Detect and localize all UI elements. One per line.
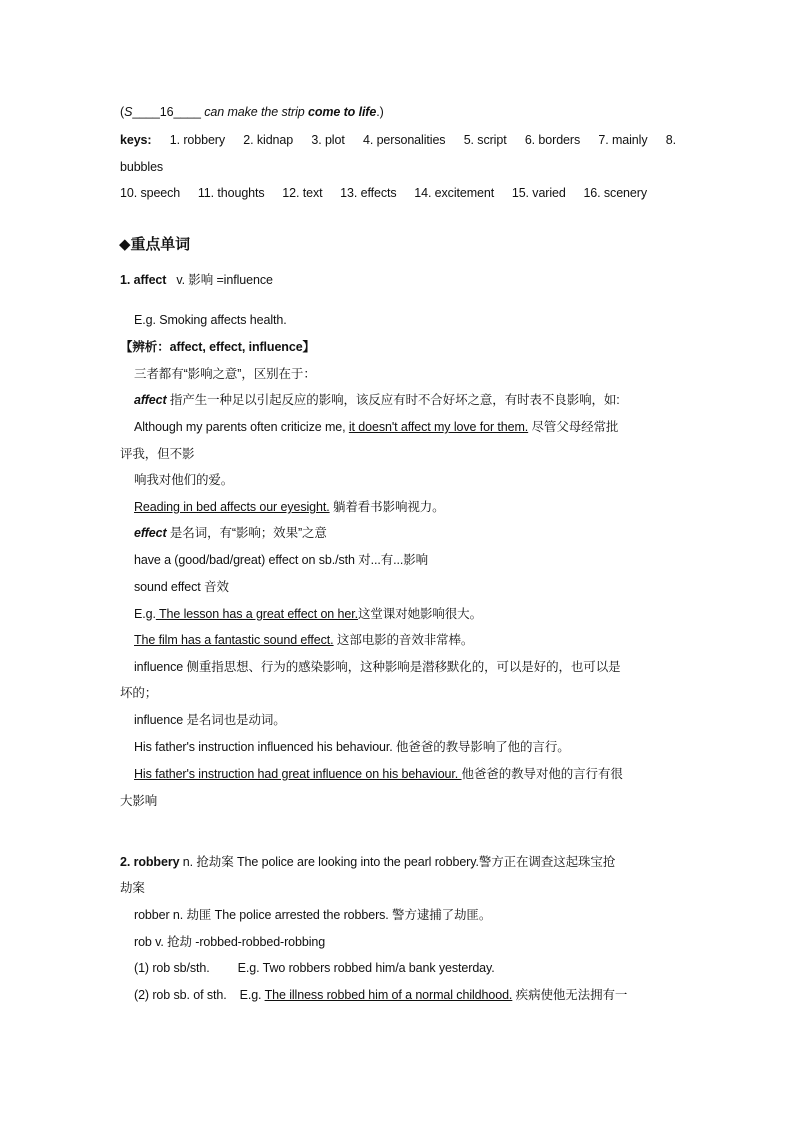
key-item: 2. kidnap (243, 133, 294, 147)
affect-example-2-cont: 响我对他们的爱。 (134, 473, 234, 487)
keys-line (120, 131, 676, 149)
effect-example: The film has a fantastic sound effect. 这部电影的音效非常棒。 (134, 633, 474, 647)
key-item: 13. effects (340, 186, 397, 200)
affect-example-2-cont: 评我，但不影 (120, 447, 195, 461)
effect-phrase: have a (good/bad/great) effect on sb./sth 对...有...影响 (134, 553, 429, 567)
influence-definition: influence 是名词也是动词。 (134, 713, 286, 727)
affect-example-3: Reading in bed affects our eyesight. 躺着看书影响视力。 (134, 500, 445, 514)
influence-example-cont: 大影响 (120, 794, 158, 808)
effect-example: E.g. The lesson has a great effect on her.这堂课对她影响很大。 (134, 607, 482, 621)
strip-sentence: (S____16____ can make the strip come to life.) (120, 105, 384, 119)
key-item: 14. excitement (414, 186, 495, 200)
key-item: 3. plot (311, 133, 345, 147)
key-item: 6. borders (524, 133, 581, 147)
word-robbery-heading: 2. robbery n. 抢劫案 The police are looking into the pearl robbery.警方正在调查这起珠宝抢 (120, 855, 616, 869)
affect-example: E.g. Smoking affects health. (134, 313, 287, 327)
keys-line-2 (120, 184, 647, 202)
word-affect-heading: 1. affect v. 影响 =influence (120, 273, 273, 287)
effect-phrase: sound effect 音效 (134, 580, 229, 594)
influence-definition-cont: 坏的； (120, 686, 158, 700)
affect-example-2: Although my parents often criticize me, it doesn't affect my love for them. 尽管父母经常批 (134, 420, 619, 434)
keys-label: keys: (120, 133, 152, 147)
influence-example: His father's instruction influenced his behaviour. 他爸爸的教导影响了他的言行。 (134, 740, 570, 754)
section-heading (119, 235, 190, 255)
rob-usage-2: (2) rob sb. of sth. E.g. The illness robbed him of a normal childhood. 疾病使他无法拥有一 (134, 988, 628, 1002)
section-title: 重点单词 (130, 236, 191, 253)
influence-example: His father's instruction had great influence on his behaviour. 他爸爸的教导对他的言行有很 (134, 767, 623, 781)
influence-definition: influence 侧重指思想、行为的感染影响，这种影响是潜移默化的，可以是好的，也可以是 (134, 660, 621, 674)
key-item: 10. speech (120, 186, 181, 200)
key-item: 11. thoughts (197, 186, 265, 200)
key-item: 1. robbery (169, 133, 226, 147)
effect-definition: effect 是名词，有“影响；效果”之意 (134, 526, 327, 540)
rob-usage-1: (1) rob sb/sth. E.g. Two robbers robbed him/a bank yesterday. (134, 961, 495, 975)
key-item: 16. scenery (583, 186, 647, 200)
key-item: 8. (665, 133, 676, 147)
word-robbery-heading-cont: 劫案 (120, 881, 145, 895)
key-item: 4. personalities (362, 133, 446, 147)
key-item: 5. script (463, 133, 507, 147)
robber-entry: robber n. 劫匪 The police arrested the robbers. 警方逮捕了劫匪。 (134, 908, 492, 922)
keys-continuation: bubbles (120, 160, 164, 174)
diamond-icon: ◆ (119, 236, 131, 253)
key-item: 7. mainly (598, 133, 648, 147)
affect-definition: affect 指产生一种足以引起反应的影响，该反应有时不合好坏之意，有时表不良影响，如: (134, 393, 620, 407)
analysis-title: 【辨析：affect, effect, influence】 (120, 340, 315, 354)
key-item: 12. text (282, 186, 323, 200)
rob-entry: rob v. 抢劫 -robbed-robbed-robbing (134, 935, 326, 949)
key-item: 15. varied (511, 186, 566, 200)
analysis-intro: 三者都有“影响之意”，区别在于： (134, 367, 316, 381)
